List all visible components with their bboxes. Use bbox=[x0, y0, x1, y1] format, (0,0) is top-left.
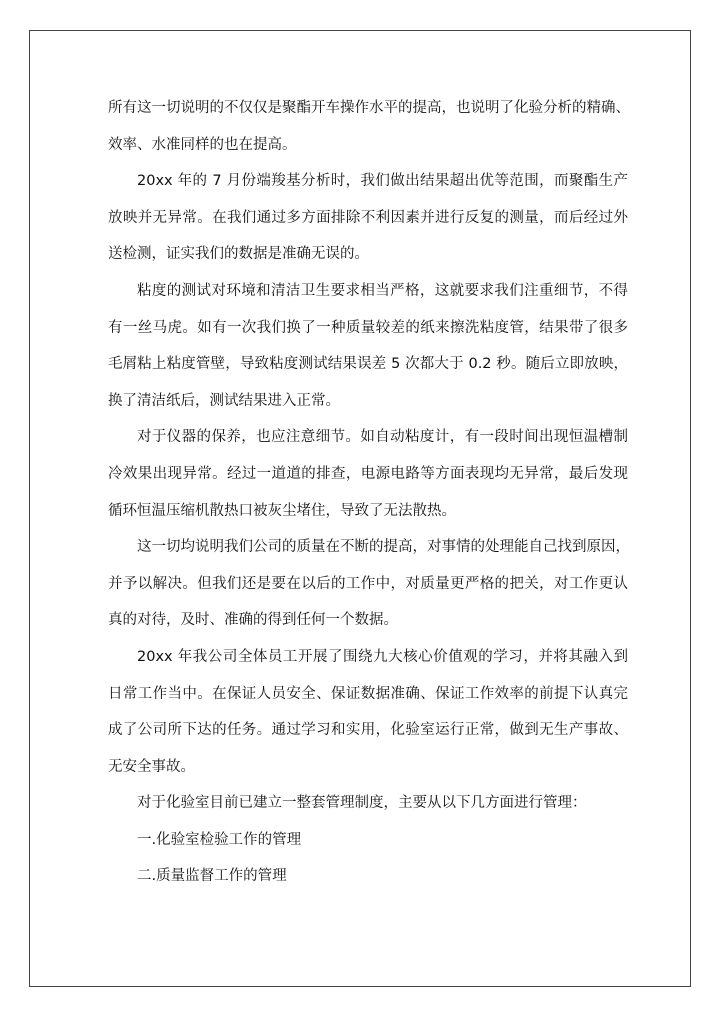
text-line: 20xx 年的 7 月份端羧基分析时，我们做出结果超出优等范围，而聚酯生产 bbox=[137, 173, 628, 190]
text-line: 并予以解决。但我们还是要在以后的工作中，对质量更严格的把关，对工作更认 bbox=[108, 575, 628, 592]
text-line: 一.化验室检验工作的管理 bbox=[137, 831, 302, 848]
text-line: 真的对待，及时、准确的得到任何一个数据。 bbox=[108, 612, 398, 629]
text-line: 放映并无异常。在我们通过多方面排除不利因素并进行反复的测量，而后经过外 bbox=[108, 209, 628, 226]
text-line: 粘度的测试对环境和清洁卫生要求相当严格，这就要求我们注重细节，不得 bbox=[137, 282, 628, 299]
text-line: 送检测，证实我们的数据是准确无误的。 bbox=[108, 246, 369, 263]
text-line: 循环恒温压缩机散热口被灰尘堵住，导致了无法散热。 bbox=[108, 502, 456, 519]
text-line: 效率、水准同样的也在提高。 bbox=[108, 136, 297, 153]
text-line: 换了清洁纸后，测试结果进入正常。 bbox=[108, 392, 340, 409]
text-line: 所有这一切说明的不仅仅是聚酯开车操作水平的提高，也说明了化验分析的精确、 bbox=[108, 100, 630, 116]
text-line: 冷效果出现异常。经过一道道的排查，电源电路等方面表现均无异常，最后发现 bbox=[108, 465, 628, 482]
text-line: 二.质量监督工作的管理 bbox=[137, 868, 287, 885]
text-line: 对于化验室目前已建立一整套管理制度，主要从以下几方面进行管理： bbox=[137, 795, 587, 812]
text-line: 这一切均说明我们公司的质量在不断的提高，对事情的处理能自己找到原因， bbox=[137, 539, 630, 556]
text-line: 成了公司所下达的任务。通过学习和实用，化验室运行正常，做到无生产事故、 bbox=[108, 722, 628, 739]
text-line: 毛屑粘上粘度管壁，导致粘度测试结果误差 5 次都大于 0.2 秒。随后立即放映， bbox=[108, 356, 628, 373]
text-line: 日常工作当中。在保证人员安全、保证数据准确、保证工作效率的前提下认真完 bbox=[108, 685, 628, 702]
text-line: 有一丝马虎。如有一次我们换了一种质量较差的纸来擦洗粘度管，结果带了很多 bbox=[108, 319, 628, 336]
text-line: 20xx 年我公司全体员工开展了围绕九大核心价值观的学习，并将其融入到 bbox=[137, 648, 628, 665]
text-line: 无安全事故。 bbox=[108, 758, 195, 775]
text-line: 对于仪器的保养，也应注意细节。如自动粘度计，有一段时间出现恒温槽制 bbox=[137, 429, 628, 446]
document-body bbox=[108, 90, 628, 895]
